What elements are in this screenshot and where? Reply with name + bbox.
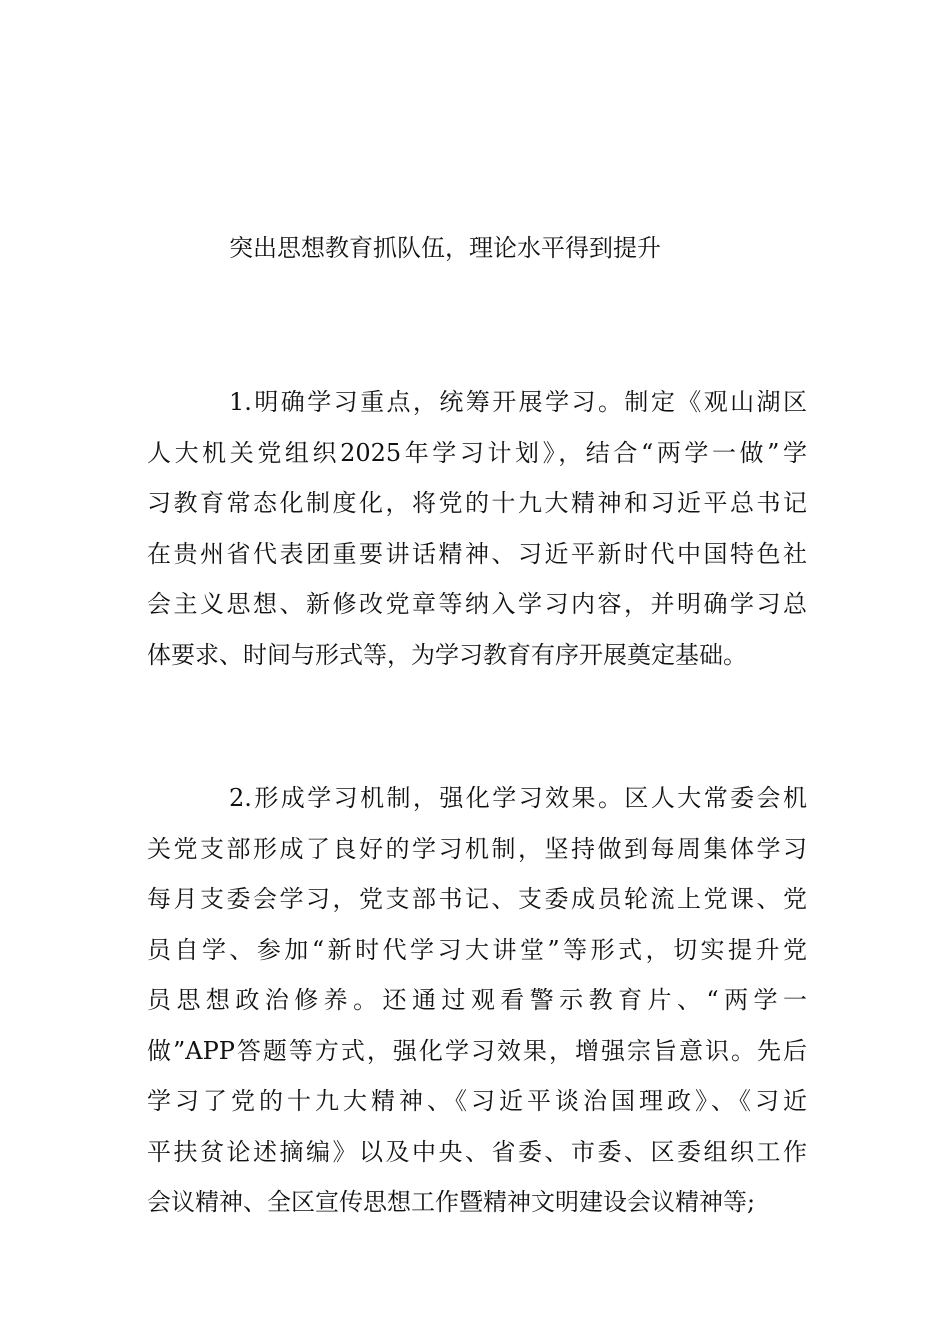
paragraph-line: 在贵州省代表团重要讲话精神、习近平新时代中国特色社 [147, 539, 807, 568]
paragraph-line: 关党支部形成了良好的学习机制，坚持做到每周集体学习 [147, 834, 807, 863]
paragraph-2 [147, 773, 807, 1228]
section-heading: 突出思想教育抓队伍，理论水平得到提升 [229, 234, 661, 262]
paragraph-line: 会议精神、全区宣传思想工作暨精神文明建设会议精神等; [147, 1188, 756, 1216]
paragraph-line: 习教育常态化制度化，将党的十九大精神和习近平总书记 [147, 489, 807, 517]
paragraph-line: 人大机关党组织2025年学习计划》，结合“两学一做”学 [147, 438, 807, 467]
paragraph-line: 体要求、时间与形式等，为学习教育有序开展奠定基础。 [147, 640, 747, 669]
paragraph-line: 每月支委会学习，党支部书记、支委成员轮流上党课、党 [147, 885, 807, 913]
paragraph-line: 平扶贫论述摘编》以及中央、省委、市委、区委组织工作 [147, 1137, 807, 1166]
paragraph-1 [147, 377, 807, 680]
paragraph-line: 员思想政治修养。还通过观看警示教育片、“两学一 [147, 986, 807, 1014]
paragraph-line: 学习了党的十九大精神、《习近平谈治国理政》、《习近 [147, 1087, 807, 1115]
paragraph-line: 做”APP答题等方式，强化学习效果，增强宗旨意识。先后 [147, 1036, 807, 1065]
paragraph-line: 会主义思想、新修改党章等纳入学习内容，并明确学习总 [147, 590, 807, 618]
paragraph-line: 2.形成学习机制，强化学习效果。区人大常委会机 [229, 784, 807, 812]
paragraph-line: 员自学、参加“新时代学习大讲堂”等形式，切实提升党 [147, 935, 807, 964]
paragraph-line: 1.明确学习重点，统筹开展学习。制定《观山湖区 [229, 388, 807, 416]
